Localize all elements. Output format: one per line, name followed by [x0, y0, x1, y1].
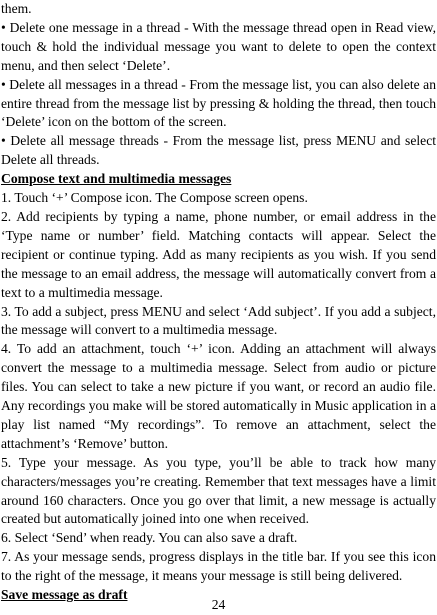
paragraph-delete-thread: • Delete all messages in a thread - From the message list, you can also delete an entire thread from the message list by pressing & holding the thread, then touch ‘Delete’ icon on the bottom of the screen. — [1, 76, 436, 130]
compose-step-4: 4. To add an attachment, touch ‘+’ icon. Adding an attachment will always convert the message to a multimedia message. Select from audio or picture files. You can select to take a new picture if you want, or record an audio file. Any recordings you make will be stored automatically in Music application in a play list named “My recordings”. To remove an attachment, select the attachment’s ‘Remove’ button. — [1, 341, 436, 451]
compose-heading: Compose text and multimedia messages — [1, 171, 232, 187]
draft-heading: Save message as draft — [1, 587, 128, 603]
compose-step-2: 2. Add recipients by typing a name, phone number, or email address in the ‘Type name or number’ field. Matching contacts will appear. Select the recipient or continue typing. Add as many recipients as you wish. If you send the message to an email address, the message will automatically convert from a text to a multimedia message. — [1, 208, 436, 300]
compose-step-1: 1. Touch ‘+’ Compose icon. The Compose screen opens. — [1, 190, 308, 206]
paragraph-continuation: them. — [1, 1, 32, 16]
paragraph-delete-all-threads: • Delete all message threads - From the message list, press MENU and select Delete all threads. — [1, 133, 436, 168]
paragraph-delete-one-message: • Delete one message in a thread - With the message thread open in Read view, touch & hold the individual message you want to delete to open the context menu, and then select ‘Delete’. — [1, 19, 436, 73]
compose-step-5: 5. Type your message. As you type, you’ll be able to track how many characters/messages you’re creating. Remember that text messages have a limit around 160 characters. Once you go over that limit, a new message is actually created but automatically joined into one when received. — [1, 454, 436, 527]
compose-step-6: 6. Select ‘Send’ when ready. You can also save a draft. — [1, 530, 298, 546]
page-number: 24 — [211, 597, 226, 612]
page-content — [1, 0, 436, 605]
compose-step-3: 3. To add a subject, press MENU and select ‘Add subject’. If you add a subject, the message will convert to a multimedia message. — [1, 303, 436, 338]
compose-step-7: 7. As your message sends, progress displays in the title bar. If you see this icon to the right of the message, it means your message is still being delivered. — [1, 549, 436, 584]
